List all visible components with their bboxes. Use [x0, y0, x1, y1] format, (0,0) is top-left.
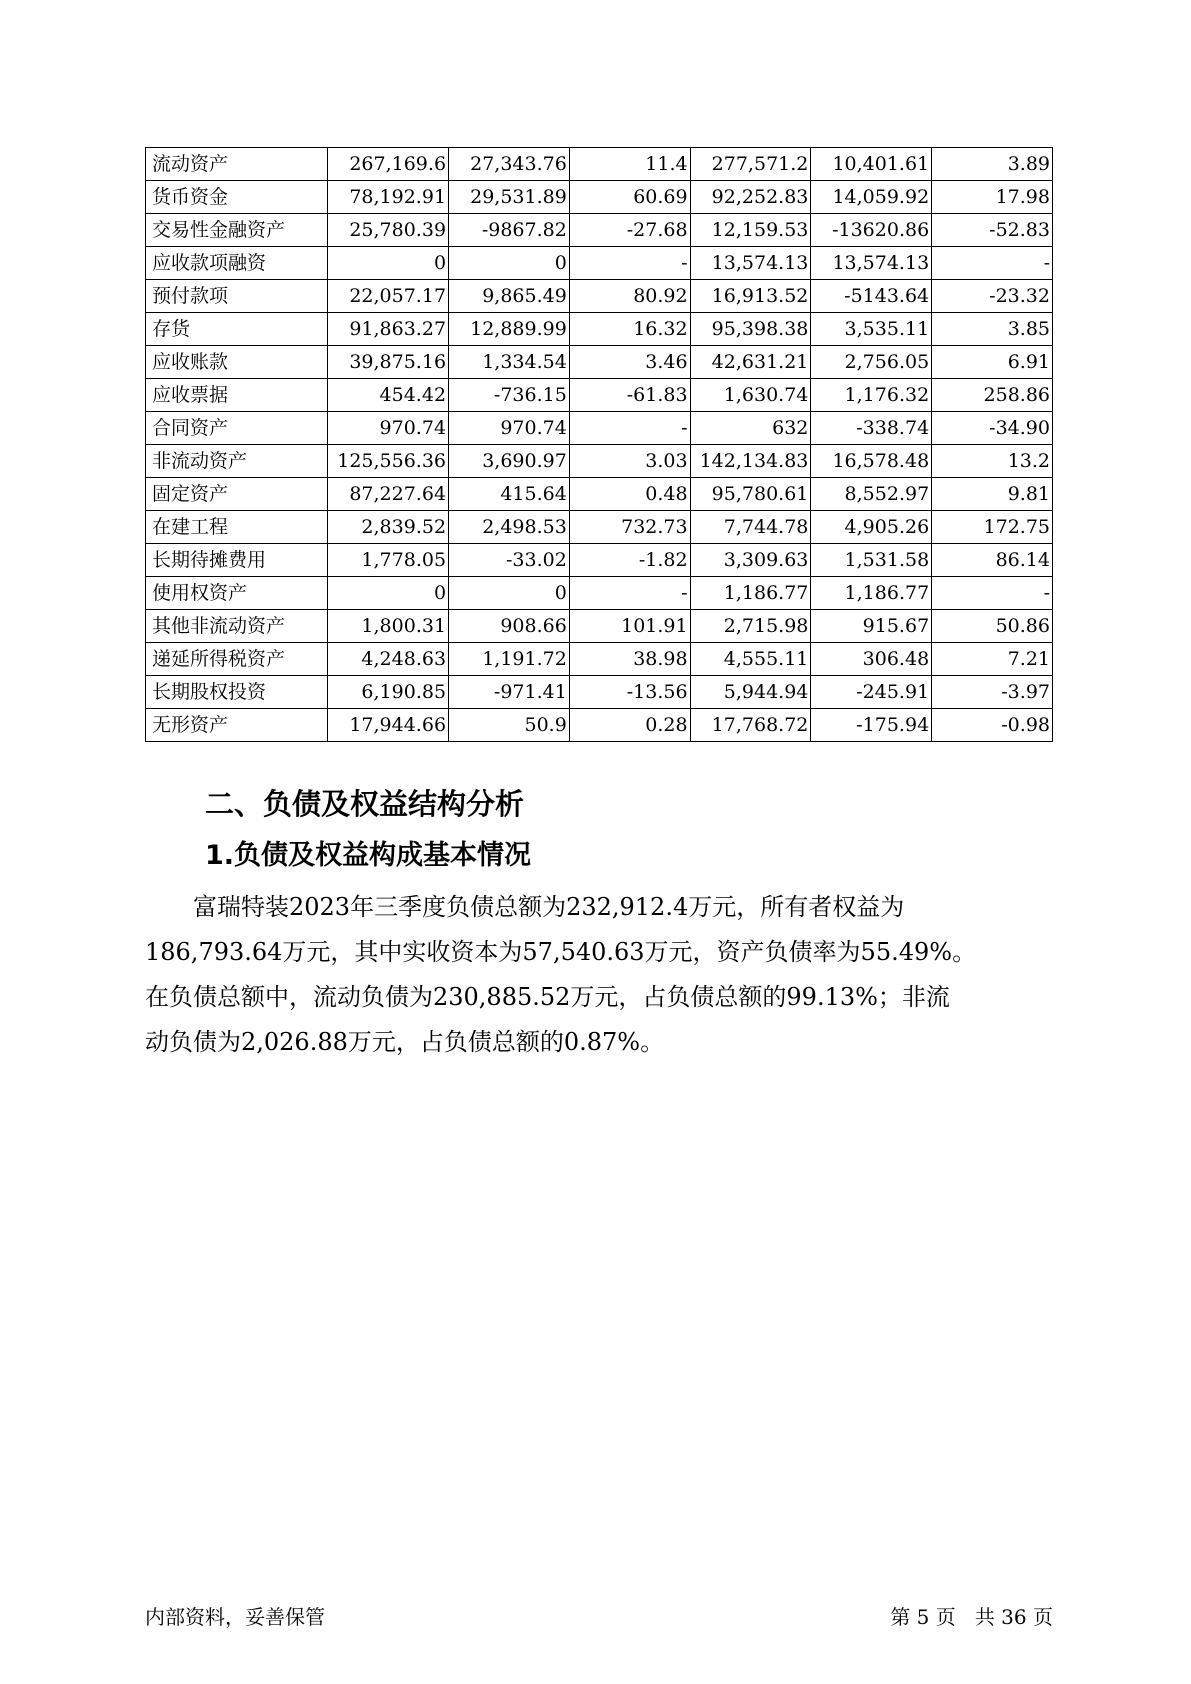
- row-label-cell: 交易性金融资产: [146, 214, 328, 247]
- value-cell: 0: [328, 577, 449, 610]
- value-cell: 38.98: [569, 643, 690, 676]
- value-cell: 17,944.66: [328, 709, 449, 742]
- asset-change-table: [145, 147, 1053, 742]
- value-cell: 0.28: [569, 709, 690, 742]
- subsection-title: 1.负债及权益构成基本情况: [205, 840, 532, 871]
- value-cell: 632: [690, 412, 811, 445]
- table-row: [146, 412, 1053, 445]
- value-cell: 80.92: [569, 280, 690, 313]
- value-cell: 16,913.52: [690, 280, 811, 313]
- value-cell: 22,057.17: [328, 280, 449, 313]
- value-cell: 1,800.31: [328, 610, 449, 643]
- value-cell: 50.86: [932, 610, 1053, 643]
- value-cell: 2,756.05: [811, 346, 932, 379]
- paragraph-line: 在负债总额中，流动负债为230,885.52万元，占负债总额的99.13%；非流: [145, 983, 950, 1011]
- row-label-cell: 应收票据: [146, 379, 328, 412]
- value-cell: 11.4: [569, 148, 690, 181]
- value-cell: 454.42: [328, 379, 449, 412]
- row-label-cell: 长期股权投资: [146, 676, 328, 709]
- footer-confidential-note: 内部资料，妥善保管: [145, 1605, 325, 1629]
- value-cell: 8,552.97: [811, 478, 932, 511]
- value-cell: 3.03: [569, 445, 690, 478]
- value-cell: 306.48: [811, 643, 932, 676]
- value-cell: 3.89: [932, 148, 1053, 181]
- value-cell: 0: [449, 577, 570, 610]
- row-label-cell: 存货: [146, 313, 328, 346]
- value-cell: -338.74: [811, 412, 932, 445]
- row-label-cell: 货币资金: [146, 181, 328, 214]
- value-cell: -245.91: [811, 676, 932, 709]
- row-label-cell: 在建工程: [146, 511, 328, 544]
- value-cell: 3.85: [932, 313, 1053, 346]
- value-cell: 277,571.2: [690, 148, 811, 181]
- value-cell: 13,574.13: [690, 247, 811, 280]
- table-row: [146, 643, 1053, 676]
- value-cell: -13.56: [569, 676, 690, 709]
- value-cell: -61.83: [569, 379, 690, 412]
- value-cell: 7,744.78: [690, 511, 811, 544]
- paragraph-line: 富瑞特装2023年三季度负债总额为232,912.4万元，所有者权益为: [193, 893, 905, 921]
- value-cell: 17.98: [932, 181, 1053, 214]
- value-cell: 4,248.63: [328, 643, 449, 676]
- value-cell: -13620.86: [811, 214, 932, 247]
- value-cell: 4,905.26: [811, 511, 932, 544]
- table-row: [146, 214, 1053, 247]
- value-cell: 12,889.99: [449, 313, 570, 346]
- value-cell: 3,535.11: [811, 313, 932, 346]
- value-cell: 5,944.94: [690, 676, 811, 709]
- value-cell: 14,059.92: [811, 181, 932, 214]
- value-cell: 42,631.21: [690, 346, 811, 379]
- value-cell: 415.64: [449, 478, 570, 511]
- table-row: [146, 148, 1053, 181]
- value-cell: -33.02: [449, 544, 570, 577]
- value-cell: 91,863.27: [328, 313, 449, 346]
- value-cell: -23.32: [932, 280, 1053, 313]
- table-row: [146, 280, 1053, 313]
- value-cell: -5143.64: [811, 280, 932, 313]
- row-label-cell: 流动资产: [146, 148, 328, 181]
- value-cell: 6,190.85: [328, 676, 449, 709]
- value-cell: 12,159.53: [690, 214, 811, 247]
- row-label-cell: 其他非流动资产: [146, 610, 328, 643]
- value-cell: 2,715.98: [690, 610, 811, 643]
- value-cell: 908.66: [449, 610, 570, 643]
- value-cell: -: [569, 412, 690, 445]
- value-cell: 95,780.61: [690, 478, 811, 511]
- value-cell: -: [569, 247, 690, 280]
- value-cell: 6.91: [932, 346, 1053, 379]
- value-cell: 7.21: [932, 643, 1053, 676]
- row-label-cell: 合同资产: [146, 412, 328, 445]
- table-row: [146, 247, 1053, 280]
- value-cell: 9.81: [932, 478, 1053, 511]
- value-cell: -34.90: [932, 412, 1053, 445]
- row-label-cell: 无形资产: [146, 709, 328, 742]
- value-cell: 13,574.13: [811, 247, 932, 280]
- value-cell: 16,578.48: [811, 445, 932, 478]
- table-row: [146, 445, 1053, 478]
- value-cell: -52.83: [932, 214, 1053, 247]
- value-cell: -27.68: [569, 214, 690, 247]
- value-cell: 39,875.16: [328, 346, 449, 379]
- row-label-cell: 使用权资产: [146, 577, 328, 610]
- value-cell: 0.48: [569, 478, 690, 511]
- value-cell: 27,343.76: [449, 148, 570, 181]
- value-cell: 1,630.74: [690, 379, 811, 412]
- table-row: [146, 511, 1053, 544]
- value-cell: -175.94: [811, 709, 932, 742]
- value-cell: 258.86: [932, 379, 1053, 412]
- value-cell: 10,401.61: [811, 148, 932, 181]
- row-label-cell: 预付款项: [146, 280, 328, 313]
- value-cell: 125,556.36: [328, 445, 449, 478]
- table-row: [146, 709, 1053, 742]
- value-cell: -9867.82: [449, 214, 570, 247]
- value-cell: 13.2: [932, 445, 1053, 478]
- table-row: [146, 610, 1053, 643]
- table-row: [146, 379, 1053, 412]
- value-cell: -971.41: [449, 676, 570, 709]
- value-cell: 4,555.11: [690, 643, 811, 676]
- table-row: [146, 478, 1053, 511]
- table-row: [146, 181, 1053, 214]
- value-cell: 1,186.77: [811, 577, 932, 610]
- value-cell: 0: [328, 247, 449, 280]
- value-cell: 50.9: [449, 709, 570, 742]
- row-label-cell: 应收账款: [146, 346, 328, 379]
- table-row: [146, 676, 1053, 709]
- value-cell: 17,768.72: [690, 709, 811, 742]
- value-cell: 0: [449, 247, 570, 280]
- table-row: [146, 313, 1053, 346]
- section-title: 二、负债及权益结构分析: [205, 787, 525, 821]
- value-cell: 9,865.49: [449, 280, 570, 313]
- value-cell: -: [932, 577, 1053, 610]
- value-cell: -0.98: [932, 709, 1053, 742]
- value-cell: 3.46: [569, 346, 690, 379]
- row-label-cell: 递延所得税资产: [146, 643, 328, 676]
- value-cell: -: [569, 577, 690, 610]
- row-label-cell: 应收款项融资: [146, 247, 328, 280]
- value-cell: 3,309.63: [690, 544, 811, 577]
- value-cell: 86.14: [932, 544, 1053, 577]
- table-row: [146, 544, 1053, 577]
- value-cell: 267,169.6: [328, 148, 449, 181]
- row-label-cell: 长期待摊费用: [146, 544, 328, 577]
- paragraph-line: 动负债为2,026.88万元，占负债总额的0.87%。: [145, 1028, 665, 1056]
- value-cell: 172.75: [932, 511, 1053, 544]
- value-cell: 87,227.64: [328, 478, 449, 511]
- value-cell: 29,531.89: [449, 181, 570, 214]
- value-cell: 3,690.97: [449, 445, 570, 478]
- value-cell: 1,186.77: [690, 577, 811, 610]
- value-cell: 1,191.72: [449, 643, 570, 676]
- table-row: [146, 346, 1053, 379]
- paragraph-line: 186,793.64万元，其中实收资本为57,540.63万元，资产负债率为55.49%。: [145, 938, 977, 966]
- value-cell: 25,780.39: [328, 214, 449, 247]
- value-cell: 732.73: [569, 511, 690, 544]
- row-label-cell: 固定资产: [146, 478, 328, 511]
- row-label-cell: 非流动资产: [146, 445, 328, 478]
- value-cell: 1,334.54: [449, 346, 570, 379]
- value-cell: -736.15: [449, 379, 570, 412]
- value-cell: -: [932, 247, 1053, 280]
- summary-paragraph: [145, 885, 1055, 1065]
- value-cell: 60.69: [569, 181, 690, 214]
- footer-page-number: 第 5 页 共 36 页: [890, 1605, 1053, 1629]
- value-cell: 78,192.91: [328, 181, 449, 214]
- value-cell: 970.74: [449, 412, 570, 445]
- value-cell: 1,778.05: [328, 544, 449, 577]
- value-cell: 16.32: [569, 313, 690, 346]
- value-cell: 2,839.52: [328, 511, 449, 544]
- value-cell: 95,398.38: [690, 313, 811, 346]
- value-cell: 915.67: [811, 610, 932, 643]
- value-cell: 2,498.53: [449, 511, 570, 544]
- value-cell: 101.91: [569, 610, 690, 643]
- value-cell: 1,176.32: [811, 379, 932, 412]
- value-cell: 970.74: [328, 412, 449, 445]
- value-cell: 142,134.83: [690, 445, 811, 478]
- value-cell: -3.97: [932, 676, 1053, 709]
- value-cell: 92,252.83: [690, 181, 811, 214]
- value-cell: -1.82: [569, 544, 690, 577]
- value-cell: 1,531.58: [811, 544, 932, 577]
- table-row: [146, 577, 1053, 610]
